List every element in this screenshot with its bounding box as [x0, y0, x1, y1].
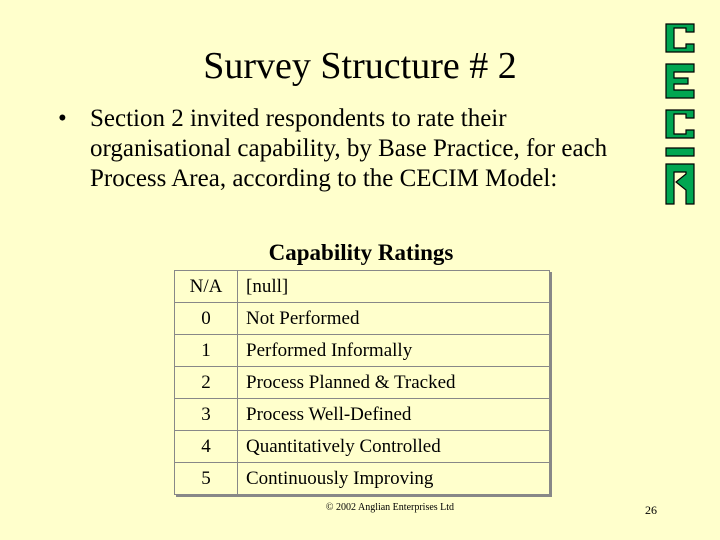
- table-row: [175, 431, 549, 463]
- rating-code: 0: [175, 303, 238, 334]
- cecim-logo: [662, 18, 698, 210]
- capability-ratings-table: [174, 270, 550, 495]
- table-row: [175, 271, 549, 303]
- rating-label: Process Planned & Tracked: [246, 372, 456, 393]
- rating-label: Quantitatively Controlled: [246, 436, 441, 457]
- table-row: [175, 399, 549, 431]
- rating-code: 4: [175, 431, 238, 462]
- bullet-point: [58, 104, 638, 194]
- table-row: [175, 463, 549, 494]
- rating-label: Continuously Improving: [246, 468, 434, 489]
- rating-label: Process Well-Defined: [246, 404, 412, 425]
- rating-code: N/A: [175, 271, 238, 302]
- table-row: [175, 367, 549, 399]
- table-row: [175, 335, 549, 367]
- rating-code: 5: [175, 463, 238, 494]
- slide-title: Survey Structure # 2: [203, 45, 517, 87]
- table-row: [175, 303, 549, 335]
- table-title: Capability Ratings: [268, 240, 454, 265]
- rating-label: Performed Informally: [246, 340, 413, 361]
- rating-code: 2: [175, 367, 238, 398]
- rating-code: 1: [175, 335, 238, 366]
- bullet-text: Section 2 invited respondents to rate their organisational capability, by Base Practice, for each Process Area, according to the CECIM Model:: [90, 105, 608, 192]
- copyright-footer: © 2002 Anglian Enterprises Ltd: [325, 502, 455, 513]
- bullet-marker: •: [58, 105, 67, 132]
- page-number: 26: [645, 503, 657, 517]
- rating-label: [null]: [246, 276, 289, 297]
- rating-code: 3: [175, 399, 238, 430]
- rating-label: Not Performed: [246, 308, 360, 329]
